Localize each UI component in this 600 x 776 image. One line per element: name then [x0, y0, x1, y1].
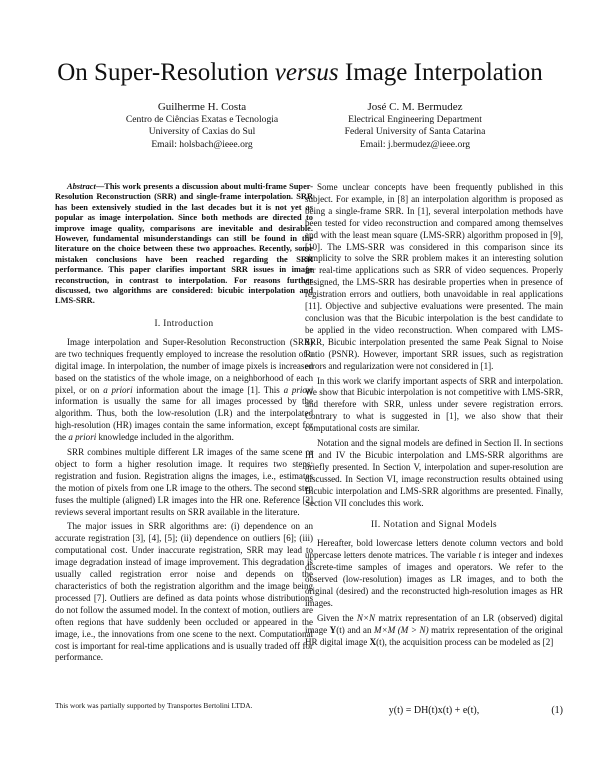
section-heading-notation: II. Notation and Signal Models [370, 519, 498, 530]
abstract-text: —This work presents a discussion about multi-frame Super-Resolution Reconstruction (SRR) and single-frame interpolation. SRR has been extensively studied in the last decades but it is not yet as popular as image interpolation. Since both methods are directed to improve image quality, comparisons are inevitable and desirable. However, fundamental misunderstandings can still be found in the literature on the choice between these two approaches. Recently, some mistaken conclusions have been reached regarding the SRR performance. This paper clarifies important SRR issues in image reconstruction, in contrast to interpolation. For reasons further discussed, two algorithms are considered: bicubic interpolation and LMS-SRR. [55, 182, 313, 306]
text-run: Image interpolation and Super-Resolution Reconstruction (SRR) are two techniques frequently employed to increase the resolution of a digital image. In interpolation, the number of image pixels is increased based on the statistics of the whole image, on a neighborhood of each pixel, or on [55, 336, 313, 395]
text-run: Hereafter, bold lowercase letters denote column vectors and bold uppercase letters denote matrices. The variable [305, 538, 563, 561]
author-email: Email: j.bermudez@ieee.org [359, 138, 471, 150]
title-part-2: Image Interpolation [338, 59, 543, 86]
body-paragraph [55, 337, 313, 444]
author-name: José C. M. Bermudez [367, 101, 463, 113]
author-affiliation: Centro de Ciências Exatas e Tecnologia [125, 114, 279, 125]
math-variable: t [478, 550, 482, 561]
body-paragraph: Notation and the signal models are defined in Section II. In sections III and IV the Bicubic interpolation and LMS-SRR algorithms are briefly presented. In Section V, interpolation and super-resolution are discussed. In Section VI, image reconstruction results obtained using Bicubic interpolation and LMS-SRR algorithms are presented. Finally, Section VII concludes this work. [305, 438, 563, 508]
title-emphasis: versus [274, 59, 339, 86]
text-run: (t), the acquisition process can be modeled as [2] [376, 636, 554, 647]
abstract-label: Abstract [67, 182, 96, 191]
section-heading-introduction: I. Introduction [154, 317, 214, 328]
body-paragraph: The major issues in SRR algorithms are: (i) dependence on an accurate registration [3], [4], [5]; (ii) dependence on outliers [6]; (iii) computational cost. Under inaccurate registration, SRR may lead to image degradation instead of image improvement. This degradation is usually called registration error noise and depends on the characteristics of both the registration algorithm and the image being processed [7]. Outliers are defined as data points whose distributions do not follow the assumed model. In the context of motion, outliers are often regions that have suddenly been occluded or appeared in the image, i.e., the innovations from one scene to the next. Computational cost is important for real-time applications and is usually traded off for performance. [55, 521, 313, 663]
author-affiliation: Federal University of Santa Catarina [344, 126, 486, 138]
equation-1 [305, 703, 563, 719]
left-column [55, 182, 313, 667]
emphasis: a priori [103, 384, 133, 395]
text-run: (t) and an [336, 624, 375, 635]
text-run: matrix representation of an LR (observed) digital image [305, 612, 564, 635]
body-paragraph: In this work we clarify important aspects of SRR and interpolation. We show that Bicubic interpolation is not competitive with LMS-SRR, and therefore with SRR, unless under severe registration errors. Contrary to what is suggested in [1], we also show that their computational costs are similar. [305, 375, 563, 434]
author-affiliation: University of Caxias do Sul [148, 126, 256, 138]
author-block-2 [300, 100, 530, 151]
body-paragraph: Some unclear concepts have been frequently published in this subject. For example, in [8] an interpolation algorithm is proposed as being a single-frame SRR. In [1], several interpolation methods have been tested for video reconstruction and compared among themselves and with the least mean square (LMS-SRR) algorithm proposed in [9], [10]. The LMS-SRR was considered in this comparison since its simplicity to solve the SRR problem makes it an interesting solution for real-time applications such as SRR of video sequences. Properly designed, the LMS-SRR has desirable properties when in presence of registration errors and outliers, both unavoidable in real applications [11]. Objective and subjective evaluations were presented. The main conclusion was that the Bicubic interpolation is the best candidate to be applied in the video reconstruction. When compared with LMS-SRR, Bicubic interpolation presented the same Peak Signal to Noise Ratio (PSNR). However, important SRR issues, such as registration errors and regularization were not considered in [1]. [305, 182, 563, 371]
author-email: Email: holsbach@ieee.org [151, 138, 253, 150]
text-run: Given the [317, 612, 357, 623]
right-column [305, 182, 563, 652]
text-run: matrix representation of the original HR digital image [305, 624, 563, 647]
body-paragraph [305, 538, 563, 609]
math-variable: N×N [356, 612, 376, 623]
footnote: This work was partially supported by Transportes Bertolini LTDA. [55, 701, 253, 710]
author-affiliation: Electrical Engineering Department [348, 114, 482, 125]
body-paragraph [305, 613, 563, 649]
abstract [55, 182, 313, 307]
emphasis: a priori [283, 384, 313, 395]
emphasis: a priori [68, 432, 97, 443]
text-run: knowledge included in the algorithm. [96, 432, 234, 443]
body-paragraph: SRR combines multiple different LR images of the same scene or object to form a higher resolution image. It requires two steps: registration and fusion. Registration aligns the images, i.e., estimates the motion of pixels from one LR image to the others. The second step fuses the multiple (aligned) LR images into the HR one. Reference [2] reviews several important results on SRR available in the literature. [55, 447, 313, 517]
math-variable: Y [329, 624, 337, 635]
math-variable: M×M (M > N) [374, 624, 429, 635]
math-variable: X [369, 636, 377, 647]
text-run: information about the image [1]. This [132, 384, 284, 395]
text-run: is integer and indexes discrete-time samples of images and operators. We refer to the observed (low-resolution) images as LR images, and to both the original (desired) and the reconstructed high-resolution images as HR images. [305, 550, 563, 608]
author-name: Guilherme H. Costa [157, 101, 247, 113]
equation-body: y(t) = DH(t)x(t) + e(t), [388, 705, 480, 716]
text-run: information is usually the same for all images processed by the algorithm. Thus, both the low-resolution (LR) and the interpolated high-resolution (HR) images contain the same information, except for the [55, 396, 313, 443]
paper-title [0, 58, 600, 88]
equation-number: (1) [551, 705, 563, 716]
author-block-1 [87, 100, 317, 151]
title-part-1: On Super-Resolution [57, 59, 275, 86]
